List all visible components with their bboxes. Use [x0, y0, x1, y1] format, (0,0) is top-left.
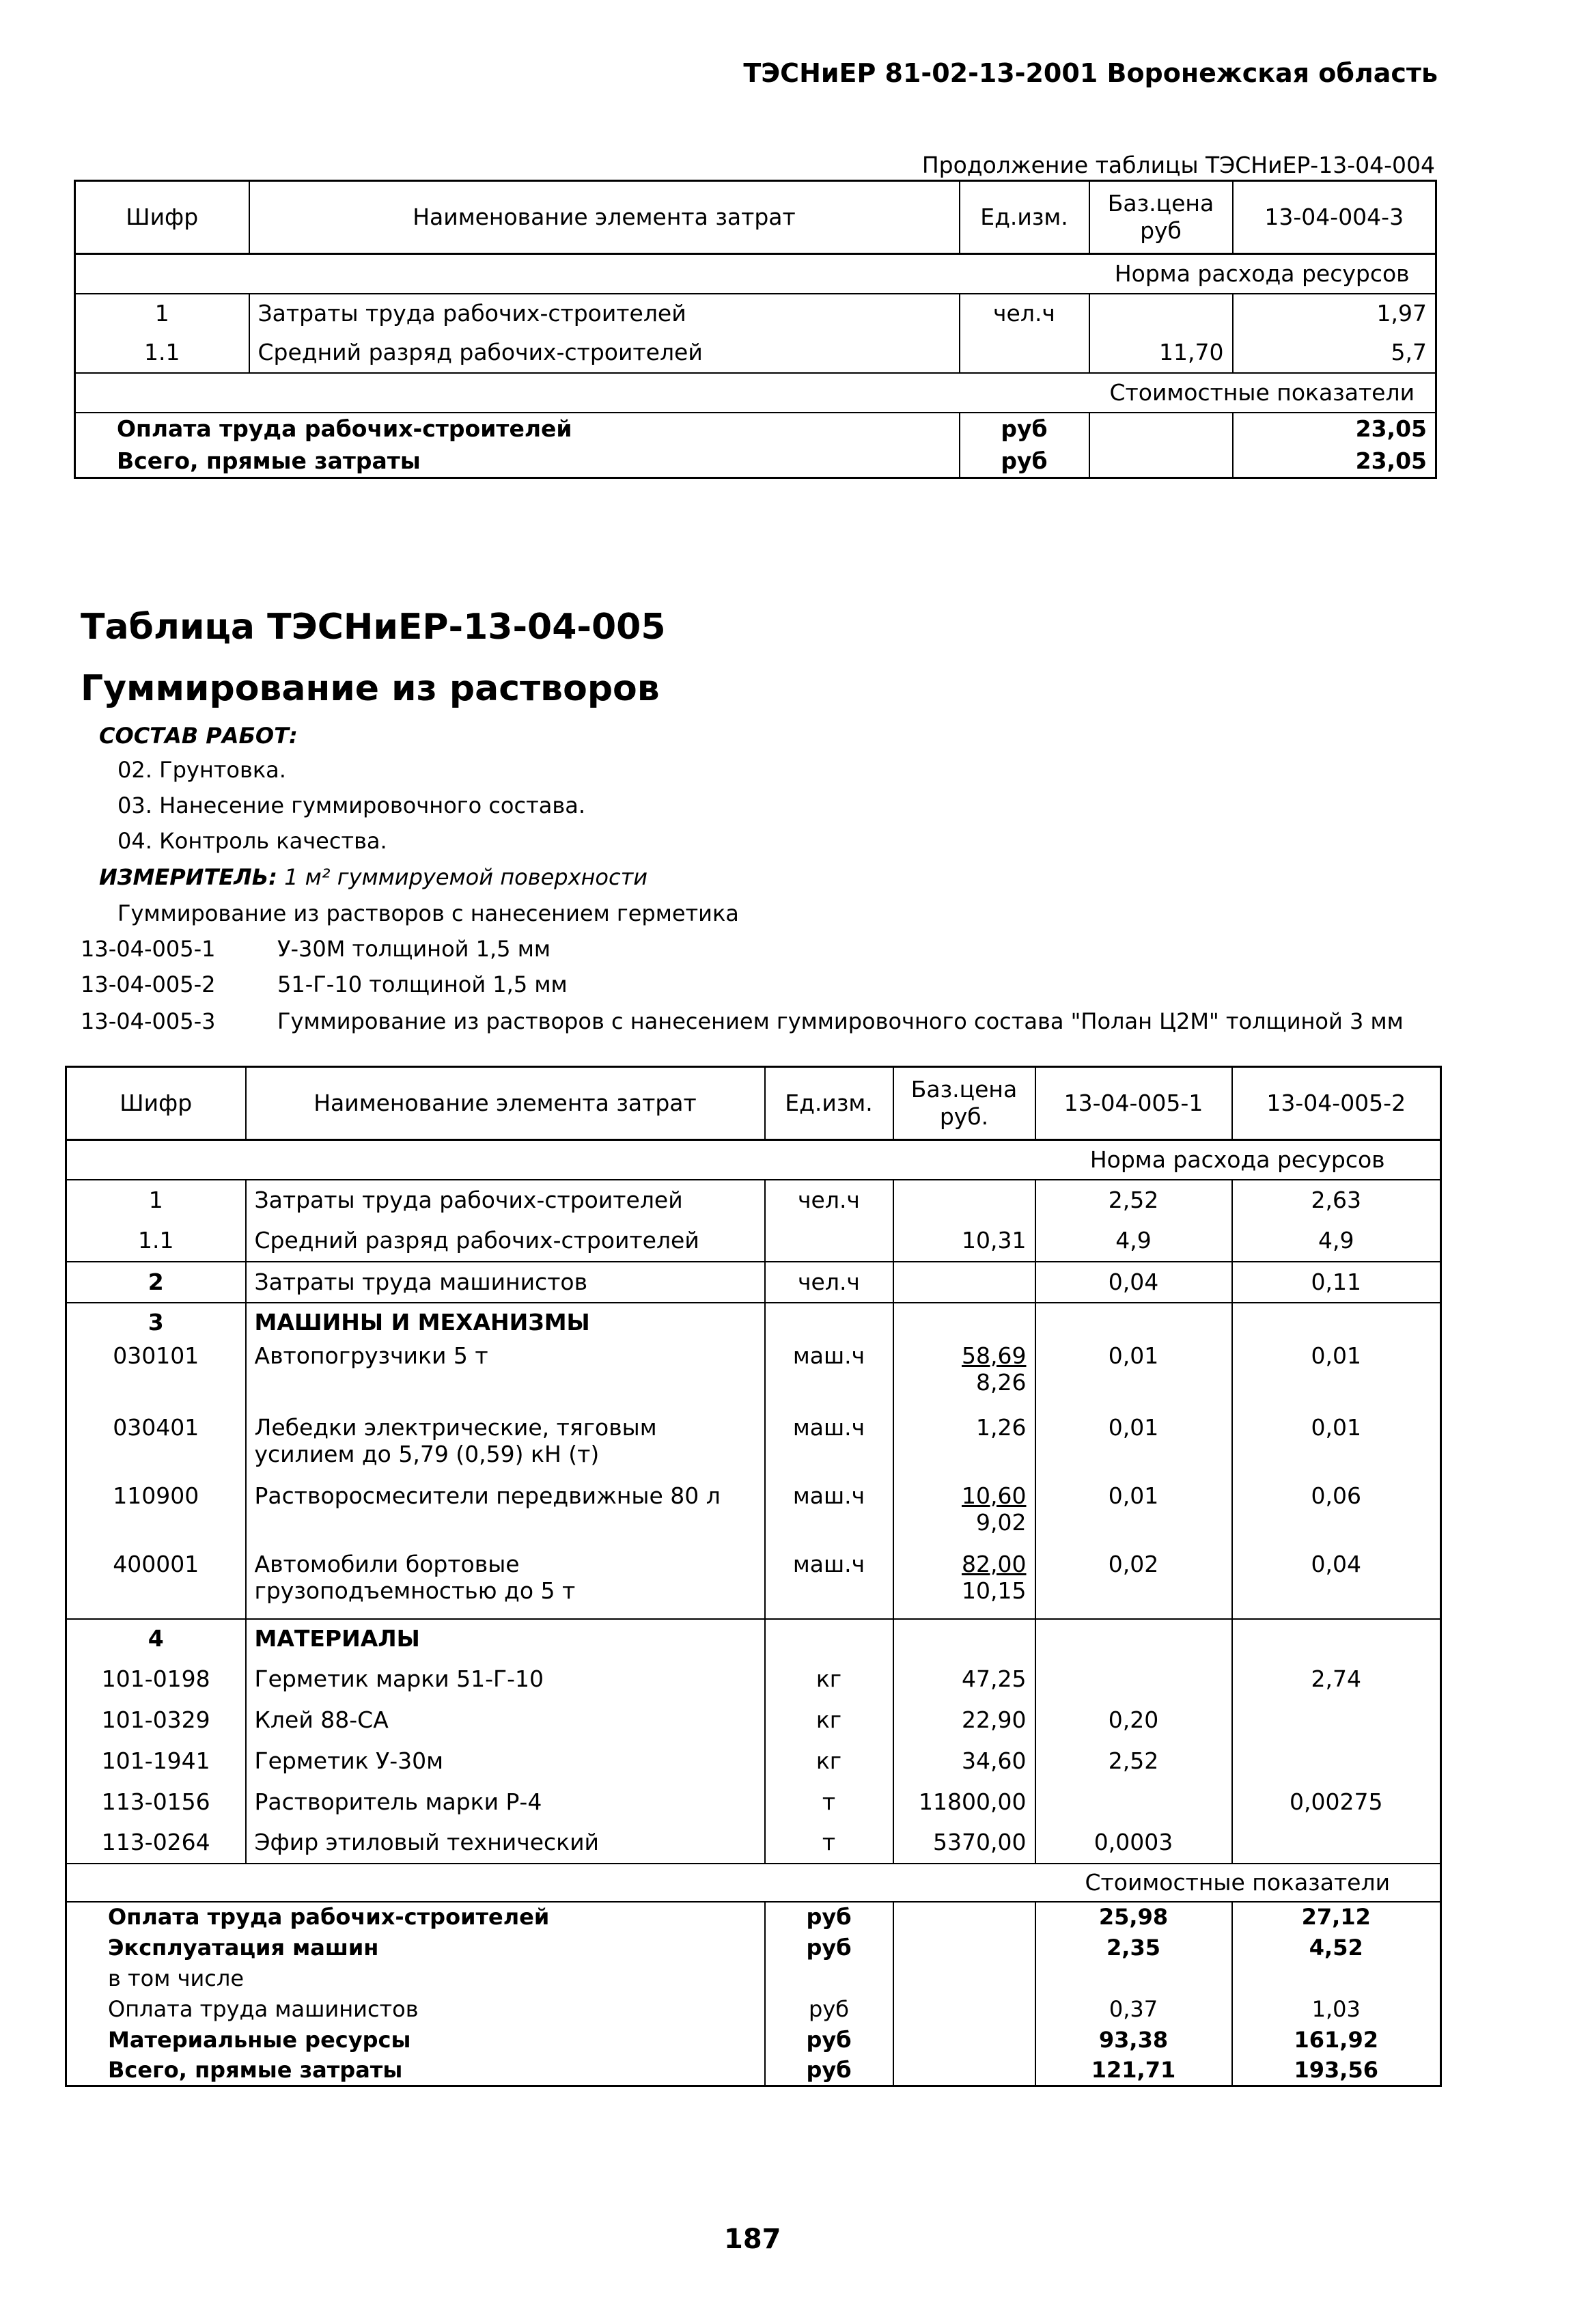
- table-row: [75, 294, 1436, 333]
- row-price-cell: [893, 1414, 1035, 1482]
- total-name: Оплата труда машинистов: [108, 1995, 419, 2022]
- norm-label: Норма расхода ресурсов: [1089, 254, 1436, 294]
- continued-table-block: [74, 152, 1435, 479]
- row-price: 11800,00: [893, 1782, 1035, 1823]
- row-code: 400001: [113, 1550, 199, 1577]
- table-row: [66, 1482, 1441, 1551]
- row-value-2: 0,06: [1232, 1482, 1441, 1551]
- section-row-materials: [66, 1619, 1441, 1659]
- row-code: 101-0198: [101, 1665, 210, 1692]
- row-price: [893, 1262, 1035, 1303]
- row-code: 113-0156: [101, 1788, 210, 1815]
- total-value-1: 93,38: [1035, 2025, 1232, 2056]
- cost-label: Стоимостные показатели: [1035, 1864, 1441, 1902]
- total-unit: руб: [765, 1933, 893, 1963]
- resource-table: [65, 1066, 1442, 2087]
- total-unit: руб: [765, 1994, 893, 2025]
- row-code: 030401: [113, 1413, 199, 1441]
- row-price-cell: [893, 1482, 1035, 1551]
- row-unit: [765, 1221, 893, 1262]
- table-row: [66, 1414, 1441, 1482]
- section-code: 3: [66, 1303, 246, 1342]
- row-price: 10,31: [893, 1221, 1035, 1262]
- code-id: 13-04-005-2: [81, 971, 216, 997]
- row-name: Эфир этиловый технический: [246, 1823, 765, 1864]
- section-row-machines: [66, 1303, 1441, 1342]
- total-value-1: 2,35: [1035, 1933, 1232, 1963]
- row-price-labor: 9,02: [976, 1509, 1027, 1536]
- row-value-2: [1232, 1700, 1441, 1741]
- row-name: Автомобили бортовые грузоподъемностью до 5 т: [246, 1551, 765, 1619]
- table-row: [66, 1180, 1441, 1221]
- row-code: 1.1: [144, 339, 180, 366]
- row-price: [893, 1180, 1035, 1221]
- cost-band-row: [66, 1864, 1441, 1902]
- row-value: 5,7: [1233, 333, 1436, 373]
- section-label: МАШИНЫ И МЕХАНИЗМЫ: [246, 1303, 765, 1342]
- totals-row: [66, 1933, 1441, 1963]
- section-title: Таблица ТЭСНиЕР-13-04-005: [81, 607, 666, 648]
- row-unit: маш.ч: [765, 1414, 893, 1482]
- row-name: Затраты труда машинистов: [246, 1262, 765, 1303]
- row-price: [1089, 294, 1233, 333]
- row-value-1: 2,52: [1035, 1180, 1232, 1221]
- row-name: Средний разряд рабочих-строителей: [249, 333, 960, 373]
- row-name: Средний разряд рабочих-строителей: [246, 1221, 765, 1262]
- row-price: 10,60: [962, 1482, 1027, 1509]
- row-value-2: 0,01: [1232, 1342, 1441, 1414]
- measure-line: [99, 864, 647, 890]
- row-value-2: [1232, 1741, 1441, 1782]
- total-value: 23,05: [1233, 413, 1436, 445]
- row-code: 1: [154, 300, 169, 327]
- row-value-2: [1232, 1823, 1441, 1864]
- col-header-code: Шифр: [66, 1067, 246, 1140]
- row-price-cell: [893, 1342, 1035, 1414]
- running-header: ТЭСНиЕР 81-02-13-2001 Воронежская область: [743, 58, 1438, 88]
- total-value: 23,05: [1233, 445, 1436, 478]
- row-price: 22,90: [893, 1700, 1035, 1741]
- row-unit: чел.ч: [765, 1262, 893, 1303]
- continued-resource-table: [74, 180, 1437, 479]
- row-value-1: [1035, 1659, 1232, 1700]
- row-code: 1: [148, 1187, 163, 1214]
- row-unit: маш.ч: [765, 1551, 893, 1619]
- row-value-1: 0,20: [1035, 1700, 1232, 1741]
- work-item: 04. Контроль качества.: [117, 828, 387, 854]
- table-row: [66, 1262, 1441, 1303]
- row-price: 34,60: [893, 1741, 1035, 1782]
- total-unit: руб: [960, 413, 1089, 445]
- measure-value: 1 м² гуммируемой поверхности: [284, 864, 648, 890]
- totals-row: [66, 2025, 1441, 2056]
- section-label: МАТЕРИАЛЫ: [246, 1619, 765, 1659]
- total-name: в том числе: [108, 1965, 244, 1991]
- totals-row: [66, 2056, 1441, 2086]
- table-row: [66, 1700, 1441, 1741]
- col-header-price: Баз.цена руб.: [893, 1067, 1035, 1140]
- norm-band-row: [66, 1140, 1441, 1180]
- work-item: 03. Нанесение гуммировочного состава.: [117, 792, 585, 818]
- page-number: 187: [724, 2224, 781, 2255]
- totals-row: [66, 1963, 1441, 1994]
- table-header-row: [66, 1067, 1441, 1140]
- total-name: Материальные ресурсы: [108, 2026, 411, 2053]
- row-value-1: 4,9: [1035, 1221, 1232, 1262]
- total-name: Оплата труда рабочих-строителей: [117, 415, 572, 443]
- row-value-1: 0,01: [1035, 1482, 1232, 1551]
- row-price-labor: 10,15: [962, 1577, 1027, 1605]
- row-code: 110900: [113, 1482, 199, 1509]
- row-code: 101-0329: [101, 1706, 210, 1733]
- table-row: [66, 1342, 1441, 1414]
- total-unit: [765, 1963, 893, 1994]
- total-value-2: 193,56: [1232, 2056, 1441, 2086]
- total-value-2: [1232, 1963, 1441, 1994]
- total-name: Оплата труда рабочих-строителей: [108, 1904, 550, 1931]
- col-header-norm-1: 13-04-005-1: [1035, 1067, 1232, 1140]
- total-unit: руб: [765, 1902, 893, 1933]
- table-row: [66, 1659, 1441, 1700]
- row-price: 58,69: [962, 1342, 1027, 1369]
- row-name: Затраты труда рабочих-строителей: [246, 1180, 765, 1221]
- col-header-unit: Ед.изм.: [960, 181, 1089, 254]
- row-unit: [960, 333, 1089, 373]
- totals-row: [66, 1902, 1441, 1933]
- row-name: Клей 88-СА: [246, 1700, 765, 1741]
- row-name: Герметик марки 51-Г-10: [246, 1659, 765, 1700]
- total-value-2: 4,52: [1232, 1933, 1441, 1963]
- row-name: Растворитель марки Р-4: [246, 1782, 765, 1823]
- code-desc: Гуммирование из растворов с нанесением гуммировочного состава "Полан Ц2М" толщиной 3 мм: [277, 1008, 1404, 1034]
- total-value-1: 25,98: [1035, 1902, 1232, 1933]
- section-code: 4: [66, 1619, 246, 1659]
- row-code: 030101: [113, 1342, 199, 1369]
- row-code: 2: [66, 1262, 246, 1303]
- row-unit: кг: [765, 1659, 893, 1700]
- col-header-price: Баз.цена руб: [1089, 181, 1233, 254]
- total-value-1: 121,71: [1035, 2056, 1232, 2086]
- row-code: 1.1: [138, 1227, 174, 1254]
- row-unit: чел.ч: [960, 294, 1089, 333]
- row-value-2: 0,11: [1232, 1262, 1441, 1303]
- norm-label: Норма расхода ресурсов: [1035, 1140, 1441, 1180]
- row-value-1: 2,52: [1035, 1741, 1232, 1782]
- total-name: Всего, прямые затраты: [117, 447, 421, 474]
- row-price: 82,00: [962, 1550, 1027, 1577]
- measure-label: ИЗМЕРИТЕЛЬ:: [99, 864, 277, 890]
- row-value-1: 0,02: [1035, 1551, 1232, 1619]
- col-header-unit: Ед.изм.: [765, 1067, 893, 1140]
- work-item: 02. Грунтовка.: [117, 757, 286, 783]
- col-header-name: Наименование элемента затрат: [246, 1067, 765, 1140]
- row-unit: маш.ч: [765, 1342, 893, 1414]
- code-desc: У-30М толщиной 1,5 мм: [277, 936, 551, 962]
- total-value-2: 27,12: [1232, 1902, 1441, 1933]
- row-code: 113-0264: [101, 1829, 210, 1856]
- row-name: Затраты труда рабочих-строителей: [249, 294, 960, 333]
- code-id: 13-04-005-3: [81, 1008, 216, 1034]
- row-value-2: 4,9: [1232, 1221, 1441, 1262]
- group-note: Гуммирование из растворов с нанесением герметика: [117, 900, 739, 926]
- row-price: 11,70: [1089, 333, 1233, 373]
- row-unit: чел.ч: [765, 1180, 893, 1221]
- row-code: 101-1941: [101, 1747, 210, 1774]
- table-continuation-label: Продолжение таблицы ТЭСНиЕР-13-04-004: [921, 152, 1435, 178]
- row-name: Герметик У-30м: [246, 1741, 765, 1782]
- table-header-row: [75, 181, 1436, 254]
- total-name: Эксплуатация машин: [108, 1934, 379, 1961]
- table-row: [66, 1741, 1441, 1782]
- row-unit: кг: [765, 1700, 893, 1741]
- total-unit: руб: [765, 2025, 893, 2056]
- row-value: 1,97: [1233, 294, 1436, 333]
- total-value-2: 161,92: [1232, 2025, 1441, 2056]
- code-line: [81, 1008, 1404, 1034]
- totals-row: [75, 445, 1436, 478]
- row-value-2: 0,01: [1232, 1414, 1441, 1482]
- norm-band-row: [75, 254, 1436, 294]
- row-price: 5370,00: [893, 1823, 1035, 1864]
- table-row: [66, 1221, 1441, 1262]
- total-value-1: 0,37: [1035, 1994, 1232, 2025]
- table-row: [66, 1823, 1441, 1864]
- total-name: Всего, прямые затраты: [108, 2057, 403, 2084]
- row-price: 47,25: [893, 1659, 1035, 1700]
- row-name: Растворосмесители передвижные 80 л: [246, 1482, 765, 1551]
- code-id: 13-04-005-1: [81, 936, 216, 962]
- cost-label: Стоимостные показатели: [1089, 373, 1436, 413]
- col-header-code: Шифр: [75, 181, 249, 254]
- row-price-cell: [893, 1551, 1035, 1619]
- table-row: [66, 1551, 1441, 1619]
- code-line: [81, 936, 551, 962]
- cost-band-row: [75, 373, 1436, 413]
- code-desc: 51-Г-10 толщиной 1,5 мм: [277, 971, 568, 997]
- total-unit: руб: [765, 2056, 893, 2086]
- table-row: [66, 1782, 1441, 1823]
- row-value-2: 0,04: [1232, 1551, 1441, 1619]
- row-value-1: 0,0003: [1035, 1823, 1232, 1864]
- total-unit: руб: [960, 445, 1089, 478]
- row-name: Автопогрузчики 5 т: [246, 1342, 765, 1414]
- totals-row: [66, 1994, 1441, 2025]
- row-unit: т: [765, 1823, 893, 1864]
- row-value-1: 0,04: [1035, 1262, 1232, 1303]
- total-value-1: [1035, 1963, 1232, 1994]
- row-value-2: 2,74: [1232, 1659, 1441, 1700]
- col-header-name: Наименование элемента затрат: [249, 181, 960, 254]
- row-price-labor: 8,26: [976, 1369, 1027, 1396]
- code-line: [81, 971, 568, 997]
- total-value-2: 1,03: [1232, 1994, 1441, 2025]
- row-price: 1,26: [976, 1413, 1027, 1441]
- row-unit: т: [765, 1782, 893, 1823]
- row-value-2: 0,00275: [1232, 1782, 1441, 1823]
- row-value-1: [1035, 1782, 1232, 1823]
- row-name: Лебедки электрические, тяговым усилием до 5,79 (0,59) кН (т): [246, 1414, 765, 1482]
- row-value-1: 0,01: [1035, 1414, 1232, 1482]
- row-unit: кг: [765, 1741, 893, 1782]
- works-heading: СОСТАВ РАБОТ:: [99, 723, 298, 749]
- row-unit: маш.ч: [765, 1482, 893, 1551]
- section-subtitle: Гуммирование из растворов: [81, 668, 660, 709]
- table-row: [75, 333, 1436, 373]
- totals-row: [75, 413, 1436, 445]
- row-value-1: 0,01: [1035, 1342, 1232, 1414]
- col-header-norm-2: 13-04-005-2: [1232, 1067, 1441, 1140]
- row-value-2: 2,63: [1232, 1180, 1441, 1221]
- col-header-norm: 13-04-004-3: [1233, 181, 1436, 254]
